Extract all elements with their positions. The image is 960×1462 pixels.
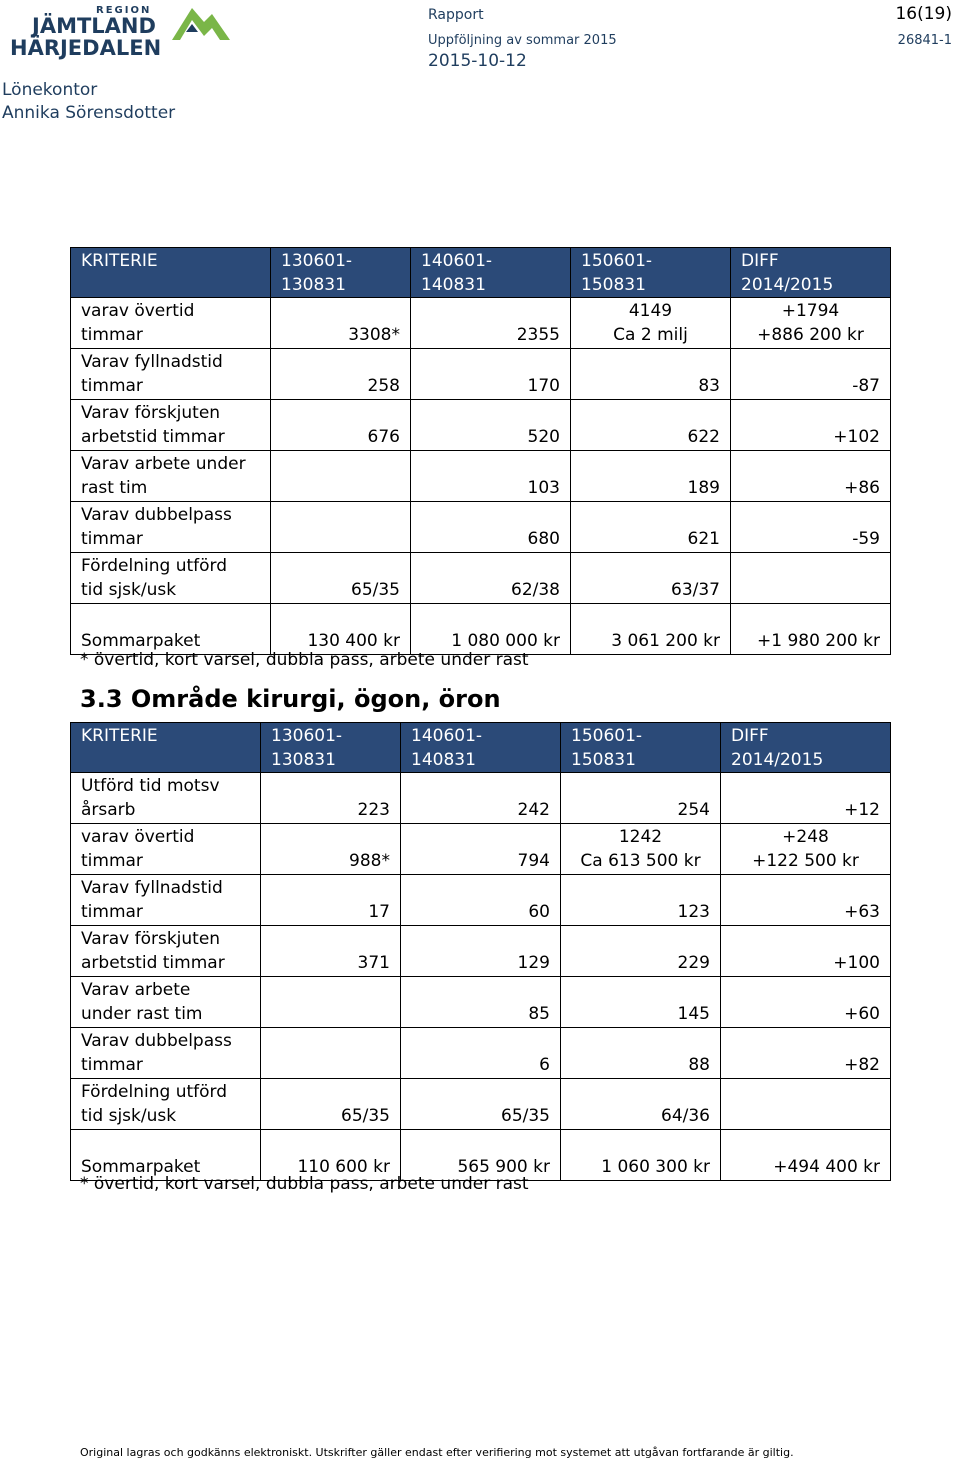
table-row bbox=[71, 400, 891, 451]
table-header-row bbox=[71, 723, 891, 773]
value-cell: 62/38 bbox=[411, 553, 571, 604]
value-cell: 988* bbox=[261, 824, 401, 875]
row-label: Varav förskjuten arbetstid timmar bbox=[71, 400, 271, 451]
value-cell: 371 bbox=[261, 926, 401, 977]
value-cell: 223 bbox=[261, 773, 401, 824]
row-label: Utförd tid motsv årsarb bbox=[71, 773, 261, 824]
value-cell: 65/35 bbox=[261, 1079, 401, 1130]
value-cell: 229 bbox=[561, 926, 721, 977]
value-cell bbox=[271, 451, 411, 502]
table-row bbox=[71, 875, 891, 926]
table-row bbox=[71, 1079, 891, 1130]
value-cell: +60 bbox=[721, 977, 891, 1028]
header-cell-text: 150601- 150831 bbox=[581, 251, 653, 295]
value-cell: +100 bbox=[721, 926, 891, 977]
summary-row bbox=[71, 1130, 891, 1181]
header-cell-text: DIFF 2014/2015 bbox=[731, 726, 824, 770]
value-cell: 189 bbox=[571, 451, 731, 502]
value-cell: 242 bbox=[401, 773, 561, 824]
logo-line1-text: JÄMTLAND bbox=[32, 14, 156, 38]
value-cell: 65/35 bbox=[271, 553, 411, 604]
value-cell: 1242 Ca 613 500 kr bbox=[561, 824, 721, 875]
value-cell: -59 bbox=[731, 502, 891, 553]
page-footer: Original lagras och godkänns elektroniskt. Utskrifter gäller endast efter verifiering mot systemet att utgåvan fortfarande är giltig. bbox=[80, 1446, 794, 1459]
value-cell: 129 bbox=[401, 926, 561, 977]
row-label: Fördelning utförd tid sjsk/usk bbox=[71, 1079, 261, 1130]
value-cell: 565 900 kr bbox=[401, 1130, 561, 1181]
logo-region-text: REGION bbox=[96, 5, 152, 16]
header-cell: KRITERIE bbox=[71, 723, 261, 773]
criteria-table-1 bbox=[70, 247, 891, 655]
row-label: Sommarpaket bbox=[71, 604, 271, 655]
doc-type: Rapport bbox=[428, 7, 484, 23]
value-cell: 110 600 kr bbox=[261, 1130, 401, 1181]
region-logo bbox=[8, 2, 230, 64]
doc-id: 26841-1 bbox=[897, 33, 952, 48]
header-cell-text: DIFF 2014/2015 bbox=[741, 251, 834, 295]
value-cell: 621 bbox=[571, 502, 731, 553]
value-cell: 622 bbox=[571, 400, 731, 451]
table-header-row bbox=[71, 248, 891, 298]
value-cell: 63/37 bbox=[571, 553, 731, 604]
criteria-table-2 bbox=[70, 722, 891, 1181]
value-cell: +82 bbox=[721, 1028, 891, 1079]
row-label: Varav dubbelpass timmar bbox=[71, 502, 271, 553]
value-cell bbox=[261, 977, 401, 1028]
value-cell: 83 bbox=[571, 349, 731, 400]
value-cell bbox=[731, 553, 891, 604]
table-row bbox=[71, 977, 891, 1028]
value-cell: 4149 Ca 2 milj bbox=[571, 298, 731, 349]
row-label: varav övertid timmar bbox=[71, 298, 271, 349]
table-row bbox=[71, 824, 891, 875]
section-heading: 3.3 Område kirurgi, ögon, öron bbox=[80, 685, 501, 713]
value-cell: 130 400 kr bbox=[271, 604, 411, 655]
value-cell: +102 bbox=[731, 400, 891, 451]
author: Annika Sörensdotter bbox=[2, 103, 176, 123]
table-row bbox=[71, 926, 891, 977]
row-label: varav övertid timmar bbox=[71, 824, 261, 875]
value-cell: 103 bbox=[411, 451, 571, 502]
value-cell: 676 bbox=[271, 400, 411, 451]
department: Lönekontor bbox=[2, 80, 98, 100]
header-cell-text: 150601- 150831 bbox=[571, 726, 643, 770]
value-cell: 85 bbox=[401, 977, 561, 1028]
row-label: Fördelning utförd tid sjsk/usk bbox=[71, 553, 271, 604]
value-cell: +248 +122 500 kr bbox=[721, 824, 891, 875]
value-cell: 2355 bbox=[411, 298, 571, 349]
row-label: Varav dubbelpass timmar bbox=[71, 1028, 261, 1079]
value-cell: 60 bbox=[401, 875, 561, 926]
value-cell: 123 bbox=[561, 875, 721, 926]
header-cell bbox=[721, 723, 891, 773]
doc-subtitle: Uppföljning av sommar 2015 bbox=[428, 33, 617, 48]
value-cell: +1794 +886 200 kr bbox=[731, 298, 891, 349]
value-cell: 145 bbox=[561, 977, 721, 1028]
row-label: Varav arbete under rast tim bbox=[71, 977, 261, 1028]
header-cell-text: 130601- 130831 bbox=[271, 726, 343, 770]
header-cell bbox=[411, 248, 571, 298]
value-cell bbox=[271, 502, 411, 553]
value-cell: 64/36 bbox=[561, 1079, 721, 1130]
value-cell: 258 bbox=[271, 349, 411, 400]
value-cell: 3 061 200 kr bbox=[571, 604, 731, 655]
header-cell-text: 130601- 130831 bbox=[281, 251, 353, 295]
row-label: Varav fyllnadstid timmar bbox=[71, 349, 271, 400]
value-cell: 17 bbox=[261, 875, 401, 926]
value-cell: +494 400 kr bbox=[721, 1130, 891, 1181]
value-cell: 520 bbox=[411, 400, 571, 451]
value-cell: +63 bbox=[721, 875, 891, 926]
table-row bbox=[71, 553, 891, 604]
value-cell: -87 bbox=[731, 349, 891, 400]
header-cell bbox=[571, 248, 731, 298]
header-cell bbox=[271, 248, 411, 298]
value-cell: 1 060 300 kr bbox=[561, 1130, 721, 1181]
value-cell bbox=[721, 1079, 891, 1130]
footnote-2: * övertid, kort varsel, dubbla pass, arbete under rast bbox=[80, 1174, 529, 1194]
logo-line2-text: HÄRJEDALEN bbox=[10, 36, 162, 60]
value-cell: 88 bbox=[561, 1028, 721, 1079]
row-label: Varav förskjuten arbetstid timmar bbox=[71, 926, 261, 977]
value-cell: 794 bbox=[401, 824, 561, 875]
value-cell: 1 080 000 kr bbox=[411, 604, 571, 655]
table-row bbox=[71, 451, 891, 502]
header-cell bbox=[561, 723, 721, 773]
page-number: 16(19) bbox=[895, 4, 952, 24]
value-cell: 65/35 bbox=[401, 1079, 561, 1130]
value-cell: 254 bbox=[561, 773, 721, 824]
row-label: Sommarpaket bbox=[71, 1130, 261, 1181]
value-cell: 680 bbox=[411, 502, 571, 553]
doc-date: 2015-10-12 bbox=[428, 51, 527, 71]
table-row bbox=[71, 298, 891, 349]
header-cell bbox=[731, 248, 891, 298]
table-row bbox=[71, 1028, 891, 1079]
value-cell: +1 980 200 kr bbox=[731, 604, 891, 655]
header-cell: KRITERIE bbox=[71, 248, 271, 298]
summary-row bbox=[71, 604, 891, 655]
value-cell bbox=[261, 1028, 401, 1079]
header-cell bbox=[261, 723, 401, 773]
value-cell: 170 bbox=[411, 349, 571, 400]
value-cell: 3308* bbox=[271, 298, 411, 349]
footnote-1: * övertid, kort varsel, dubbla pass, arbete under rast bbox=[80, 650, 529, 670]
value-cell: +12 bbox=[721, 773, 891, 824]
header-cell-text: 140601- 140831 bbox=[411, 726, 483, 770]
row-label: Varav arbete under rast tim bbox=[71, 451, 271, 502]
header-cell-text: 140601- 140831 bbox=[421, 251, 493, 295]
header-cell bbox=[401, 723, 561, 773]
value-cell: +86 bbox=[731, 451, 891, 502]
row-label: Varav fyllnadstid timmar bbox=[71, 875, 261, 926]
value-cell: 6 bbox=[401, 1028, 561, 1079]
table-row bbox=[71, 349, 891, 400]
mountain-logo-icon bbox=[172, 2, 230, 42]
table-row bbox=[71, 773, 891, 824]
table-row bbox=[71, 502, 891, 553]
